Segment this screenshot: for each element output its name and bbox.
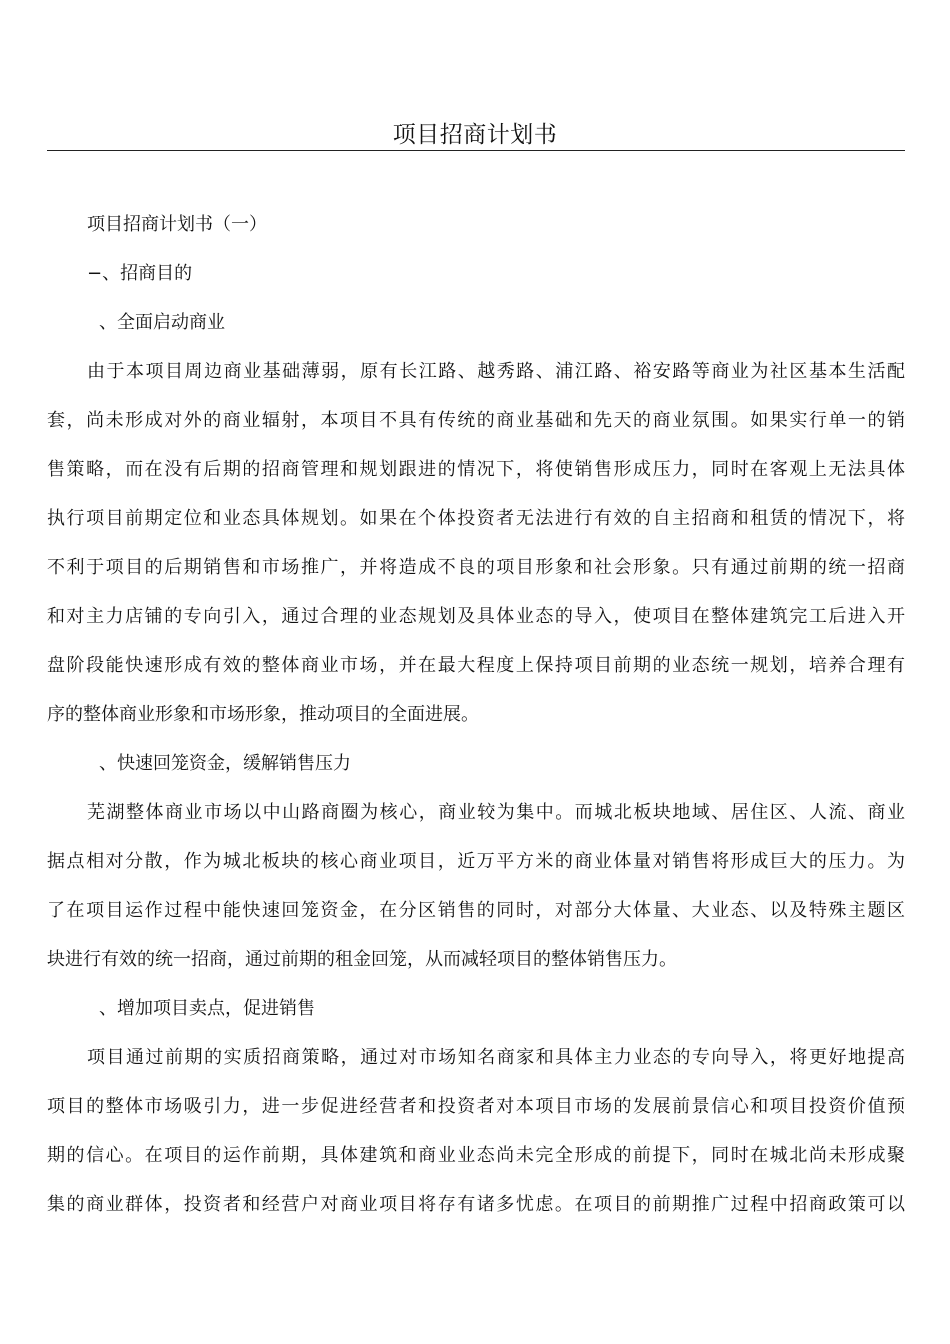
paragraph-line: 项目通过前期的实质招商策略，通过对市场知名商家和具体主力业态的专向导入，将更好地提高: [87, 1047, 905, 1068]
paragraph-line: 芜湖整体商业市场以中山路商圈为核心，商业较为集中。而城北板块地域、居住区、人流、商业: [87, 802, 905, 823]
paragraph-line: 售策略，而在没有后期的招商管理和规划跟进的情况下，将使销售形成压力，同时在客观上无法具体: [47, 459, 905, 480]
paragraph-launch-business: [47, 347, 905, 739]
subheading-selling-points: 、增加项目卖点，促进销售: [99, 998, 315, 1019]
paragraph-line: 不利于项目的后期销售和市场推广，并将造成不良的项目形象和社会形象。只有通过前期的统一招商: [47, 557, 905, 578]
paragraph-line: 序的整体商业形象和市场形象，推动项目的全面进展。: [47, 704, 479, 725]
plan-subtitle: 项目招商计划书（一）: [87, 214, 267, 235]
title-divider: [47, 150, 905, 151]
paragraph-line: 由于本项目周边商业基础薄弱，原有长江路、越秀路、浦江路、裕安路等商业为社区基本生活配: [87, 361, 905, 382]
document-body: [47, 200, 905, 1229]
document-title: 项目招商计划书: [392, 122, 558, 148]
paragraph-line: 据点相对分散，作为城北板块的核心商业项目，近万平方米的商业体量对销售将形成巨大的压力。为: [47, 851, 905, 872]
paragraph-line: 套，尚未形成对外的商业辐射，本项目不具有传统的商业基础和先天的商业氛围。如果实行单一的销: [47, 410, 905, 431]
paragraph-line: 项目的整体市场吸引力，进一步促进经营者和投资者对本项目市场的发展前景信心和项目投资价值预: [47, 1096, 905, 1117]
section-heading-goals: −、招商目的: [87, 263, 193, 284]
subheading-launch-business: 、全面启动商业: [99, 312, 225, 333]
paragraph-line: 块进行有效的统一招商，通过前期的租金回笼，从而减轻项目的整体销售压力。: [47, 949, 677, 970]
paragraph-line: 了在项目运作过程中能快速回笼资金，在分区销售的同时，对部分大体量、大业态、以及特殊主题区: [47, 900, 905, 921]
paragraph-line: 和对主力店铺的专向引入，通过合理的业态规划及具体业态的导入，使项目在整体建筑完工后进入开: [47, 606, 905, 627]
paragraph-selling-points: [47, 1033, 905, 1229]
paragraph-line: 期的信心。在项目的运作前期，具体建筑和商业业态尚未完全形成的前提下，同时在城北尚未形成聚: [47, 1145, 905, 1166]
subheading-recover-funds: 、快速回笼资金，缓解销售压力: [99, 753, 351, 774]
paragraph-recover-funds: [47, 788, 905, 984]
paragraph-line: 集的商业群体，投资者和经营户对商业项目将存有诸多忧虑。在项目的前期推广过程中招商政策可以: [47, 1194, 905, 1215]
paragraph-line: 盘阶段能快速形成有效的整体商业市场，并在最大程度上保持项目前期的业态统一规划，培养合理有: [47, 655, 905, 676]
paragraph-line: 执行项目前期定位和业态具体规划。如果在个体投资者无法进行有效的自主招商和租赁的情况下，将: [47, 508, 905, 529]
